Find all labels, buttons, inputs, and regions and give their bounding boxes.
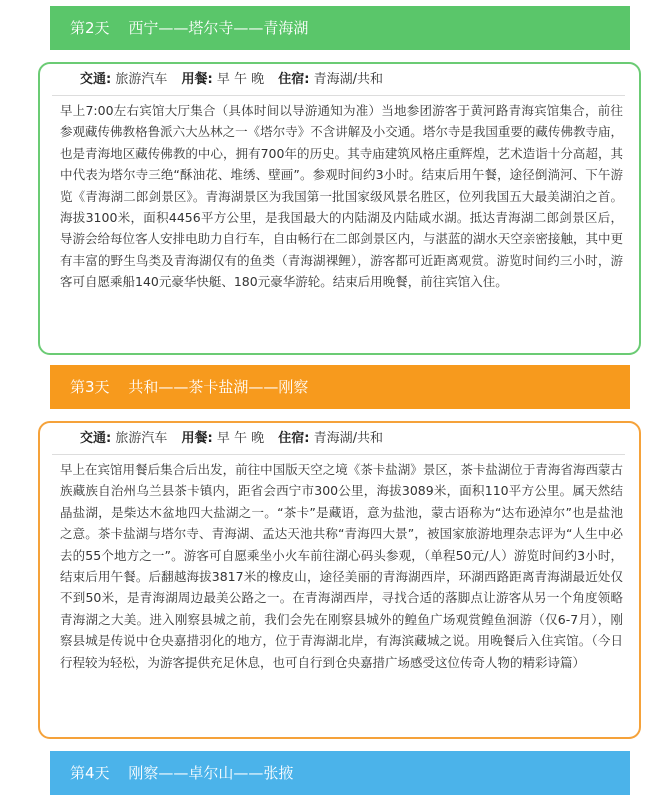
meal-value: 早 午 晚 <box>216 72 265 87</box>
meal-label: 用餐: <box>181 72 213 87</box>
day-4-label: 第4天 <box>70 764 110 782</box>
transport-label: 交通: <box>80 431 112 446</box>
day-2-header <box>50 6 630 50</box>
day-3-label: 第3天 <box>70 378 110 396</box>
day-3-info-row <box>52 423 625 455</box>
day-3-route: 共和——茶卡盐湖——刚察 <box>128 378 309 396</box>
day-3-card <box>38 421 641 739</box>
meal-value: 早 午 晚 <box>216 431 265 446</box>
day-2-card <box>38 62 641 355</box>
lodging-value: 青海湖/共和 <box>313 431 383 446</box>
day-4-header <box>50 751 630 795</box>
transport-value: 旅游汽车 <box>115 431 168 446</box>
day-2-description: 早上7:00左右宾馆大厅集合（具体时间以导游通知为准）当地参团游客于黄河路青海宾馆集合，前往参观藏传佛教格鲁派六大丛林之一《塔尔寺》不含讲解及小交通。塔尔寺是我国重要的藏传佛教寺庙，也是青海地区藏传佛教的中心，拥有700年的历史。其寺庙建筑风格庄重辉煌，艺术造诣十分高超，其中代表为塔尔寺三绝“酥油花、堆绣、壁画”。参观时间约3小时。结束后用午餐，途径倒淌河、下午游览《青海湖二郎剑景区》。青海湖景区为我国第一批国家级风景名胜区，位列我国五大最美湖泊之首。海拔3100米，面积4456平方公里，是我国最大的内陆湖及内陆咸水湖。抵达青海湖二郎剑景区后，导游会给每位客人安排电助力自行车，自由畅行在二郎剑景区内，与湛蓝的湖水天空亲密接触，其中更有丰富的野生鸟类及青海湖仅有的鱼类（青海湖裸鲤），游客都可近距离观赏。游览时间约三小时，游客可自愿乘船140元豪华快艇、180元豪华游轮。结束后用晚餐，前往宾馆入住。 <box>60 103 623 290</box>
day-3-header <box>50 365 630 409</box>
transport-value: 旅游汽车 <box>115 72 168 87</box>
lodging-label: 住宿: <box>278 72 310 87</box>
transport-label: 交通: <box>80 72 112 87</box>
lodging-value: 青海湖/共和 <box>313 72 383 87</box>
lodging-label: 住宿: <box>278 431 310 446</box>
day-2-label: 第2天 <box>70 19 110 37</box>
day-4-route: 刚察——卓尔山——张掖 <box>128 764 294 782</box>
day-3-description: 早上在宾馆用餐后集合后出发，前往中国版天空之境《茶卡盐湖》景区，茶卡盐湖位于青海省海西蒙古族藏族自治州乌兰县茶卡镇内，距省会西宁市300公里，海拔3089米，面积110平方公里。属天然结晶盐湖，是柴达木盆地四大盐湖之一。“茶卡”是藏语，意为盐池，蒙古语称为“达布逊淖尔”也是盐池之意。茶卡盐湖与塔尔寺、青海湖、孟达天池共称“青海四大景”，被国家旅游地理杂志评为“人生中必去的55个地方之一”。游客可自愿乘坐小火车前往湖心码头参观，（单程50元/人）游览时间约3小时，结束后用午餐。后翻越海拔3817米的橡皮山，途径美丽的青海湖西岸，环湖西路距离青海湖最近处仅不到50米，是青海湖周边最美公路之一。在青海湖西岸，寻找合适的落脚点让游客从另一个角度领略青海湖之大美。进入刚察县城之前，我们会先在刚察县城外的鳇鱼广场观赏鳇鱼洄游（仅6-7月），刚察县城是传说中仓央嘉措羽化的地方，位于青海湖北岸，有海滨藏城之说。用晚餐后入住宾馆。（今日行程较为轻松，为游客提供充足休息，也可自行到仓央嘉措广场感受这位传奇人物的精彩诗篇） <box>60 462 623 670</box>
day-2-route: 西宁——塔尔寺——青海湖 <box>128 19 309 37</box>
meal-label: 用餐: <box>181 431 213 446</box>
day-2-info-row <box>52 64 625 96</box>
